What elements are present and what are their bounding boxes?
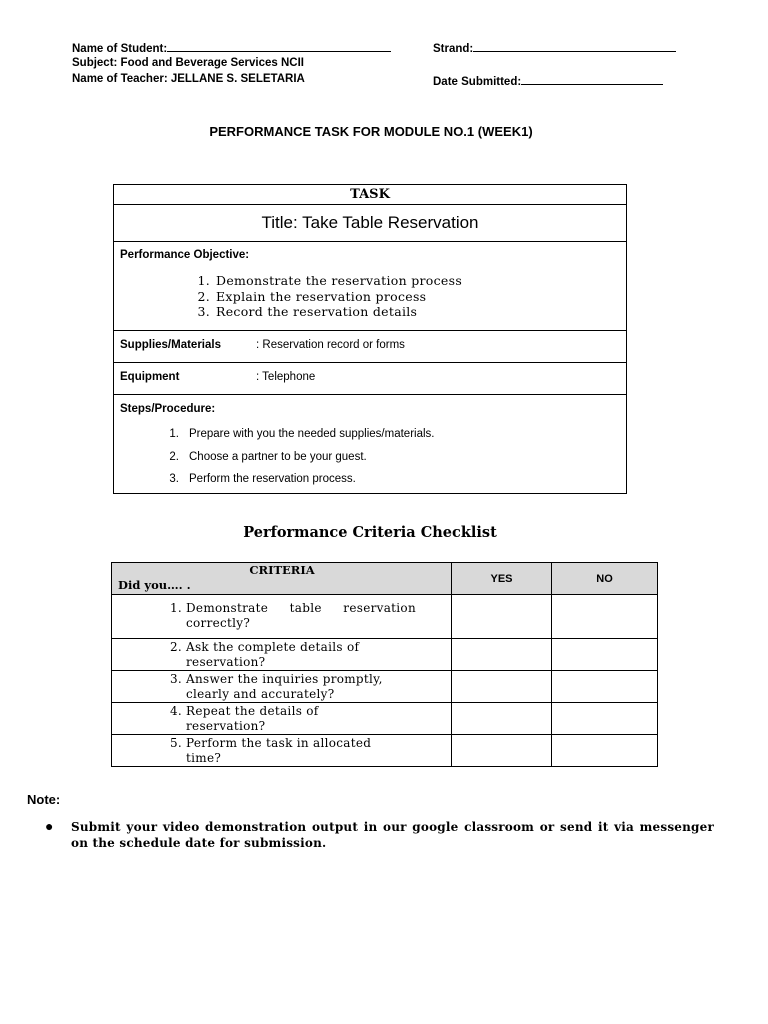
steps-label: Steps/Procedure: — [120, 403, 216, 415]
student-name-field — [72, 40, 391, 55]
yes-check-cell[interactable] — [452, 671, 552, 703]
note-bullet-text: Submit your video demonstration output in our google classroom or send it via messenger on the schedule date for submission. — [71, 820, 714, 850]
note-label: Note: — [27, 792, 61, 807]
equipment-label: Equipment — [120, 371, 180, 383]
steps-section — [114, 395, 626, 494]
no-check-cell[interactable] — [552, 639, 658, 671]
equipment-row — [114, 363, 626, 395]
date-submitted-field — [433, 73, 663, 88]
document-title: PERFORMANCE TASK FOR MODULE NO.1 (WEEK1) — [209, 124, 533, 139]
yes-check-cell[interactable] — [452, 639, 552, 671]
task-table — [113, 184, 627, 494]
criteria-label: CRITERIA — [249, 563, 315, 577]
table-row — [112, 639, 658, 671]
yes-header: YES — [452, 563, 552, 595]
criterion-cell: 5. Perform the task in allocated time? — [112, 735, 452, 767]
table-row — [112, 595, 658, 639]
supplies-row — [114, 331, 626, 363]
table-row — [112, 671, 658, 703]
table-row — [112, 735, 658, 767]
yes-check-cell[interactable] — [452, 595, 552, 639]
strand-label: Strand: — [433, 43, 474, 55]
supplies-label: Supplies/Materials — [120, 339, 221, 351]
no-check-cell[interactable] — [552, 703, 658, 735]
objective-item: 3. Record the reservation details — [197, 304, 418, 319]
student-name-blank — [167, 40, 391, 52]
step-item: 3. Perform the reservation process. — [169, 473, 356, 485]
no-check-cell[interactable] — [552, 671, 658, 703]
checklist-title: Performance Criteria Checklist — [243, 524, 497, 541]
task-title: Title: Take Table Reservation — [114, 205, 626, 242]
no-check-cell[interactable] — [552, 595, 658, 639]
supplies-value: : Reservation record or forms — [256, 339, 405, 351]
table-row — [112, 703, 658, 735]
yes-check-cell[interactable] — [452, 703, 552, 735]
student-name-label: Name of Student: — [72, 43, 168, 55]
strand-blank — [473, 40, 676, 52]
objective-label: Performance Objective: — [120, 249, 250, 261]
bullet-dot-icon: ● — [45, 818, 54, 834]
checklist-header-row — [112, 563, 658, 595]
criterion-cell: 3. Answer the inquiries promptly, clearly and accurately? — [112, 671, 452, 703]
yes-check-cell[interactable] — [452, 735, 552, 767]
date-submitted-label: Date Submitted: — [433, 76, 522, 88]
checklist-table — [111, 562, 658, 767]
criterion-cell: 2. Ask the complete details of reservation? — [112, 639, 452, 671]
objective-item: 1. Demonstrate the reservation process — [197, 273, 463, 288]
step-item: 1. Prepare with you the needed supplies/materials. — [169, 428, 435, 440]
objective-item: 2. Explain the reservation process — [197, 288, 427, 304]
no-check-cell[interactable] — [552, 735, 658, 767]
objective-list — [188, 273, 462, 320]
teacher-line: Name of Teacher: JELLANE S. SELETARIA — [72, 73, 305, 85]
date-submitted-blank — [521, 73, 663, 85]
task-heading: TASK — [114, 185, 626, 205]
subject-line: Subject: Food and Beverage Services NCII — [72, 57, 304, 69]
criterion-cell: 1. Demonstrate table reservation correctly? — [112, 595, 452, 639]
step-item: 2. Choose a partner to be your guest. — [169, 451, 367, 463]
did-you-label: Did you…. . — [118, 578, 191, 592]
strand-field — [433, 40, 676, 55]
criteria-header — [112, 563, 452, 595]
equipment-value: : Telephone — [256, 371, 316, 383]
no-header: NO — [552, 563, 658, 595]
criterion-cell: 4. Repeat the details of reservation? — [112, 703, 452, 735]
objective-section — [114, 242, 626, 331]
